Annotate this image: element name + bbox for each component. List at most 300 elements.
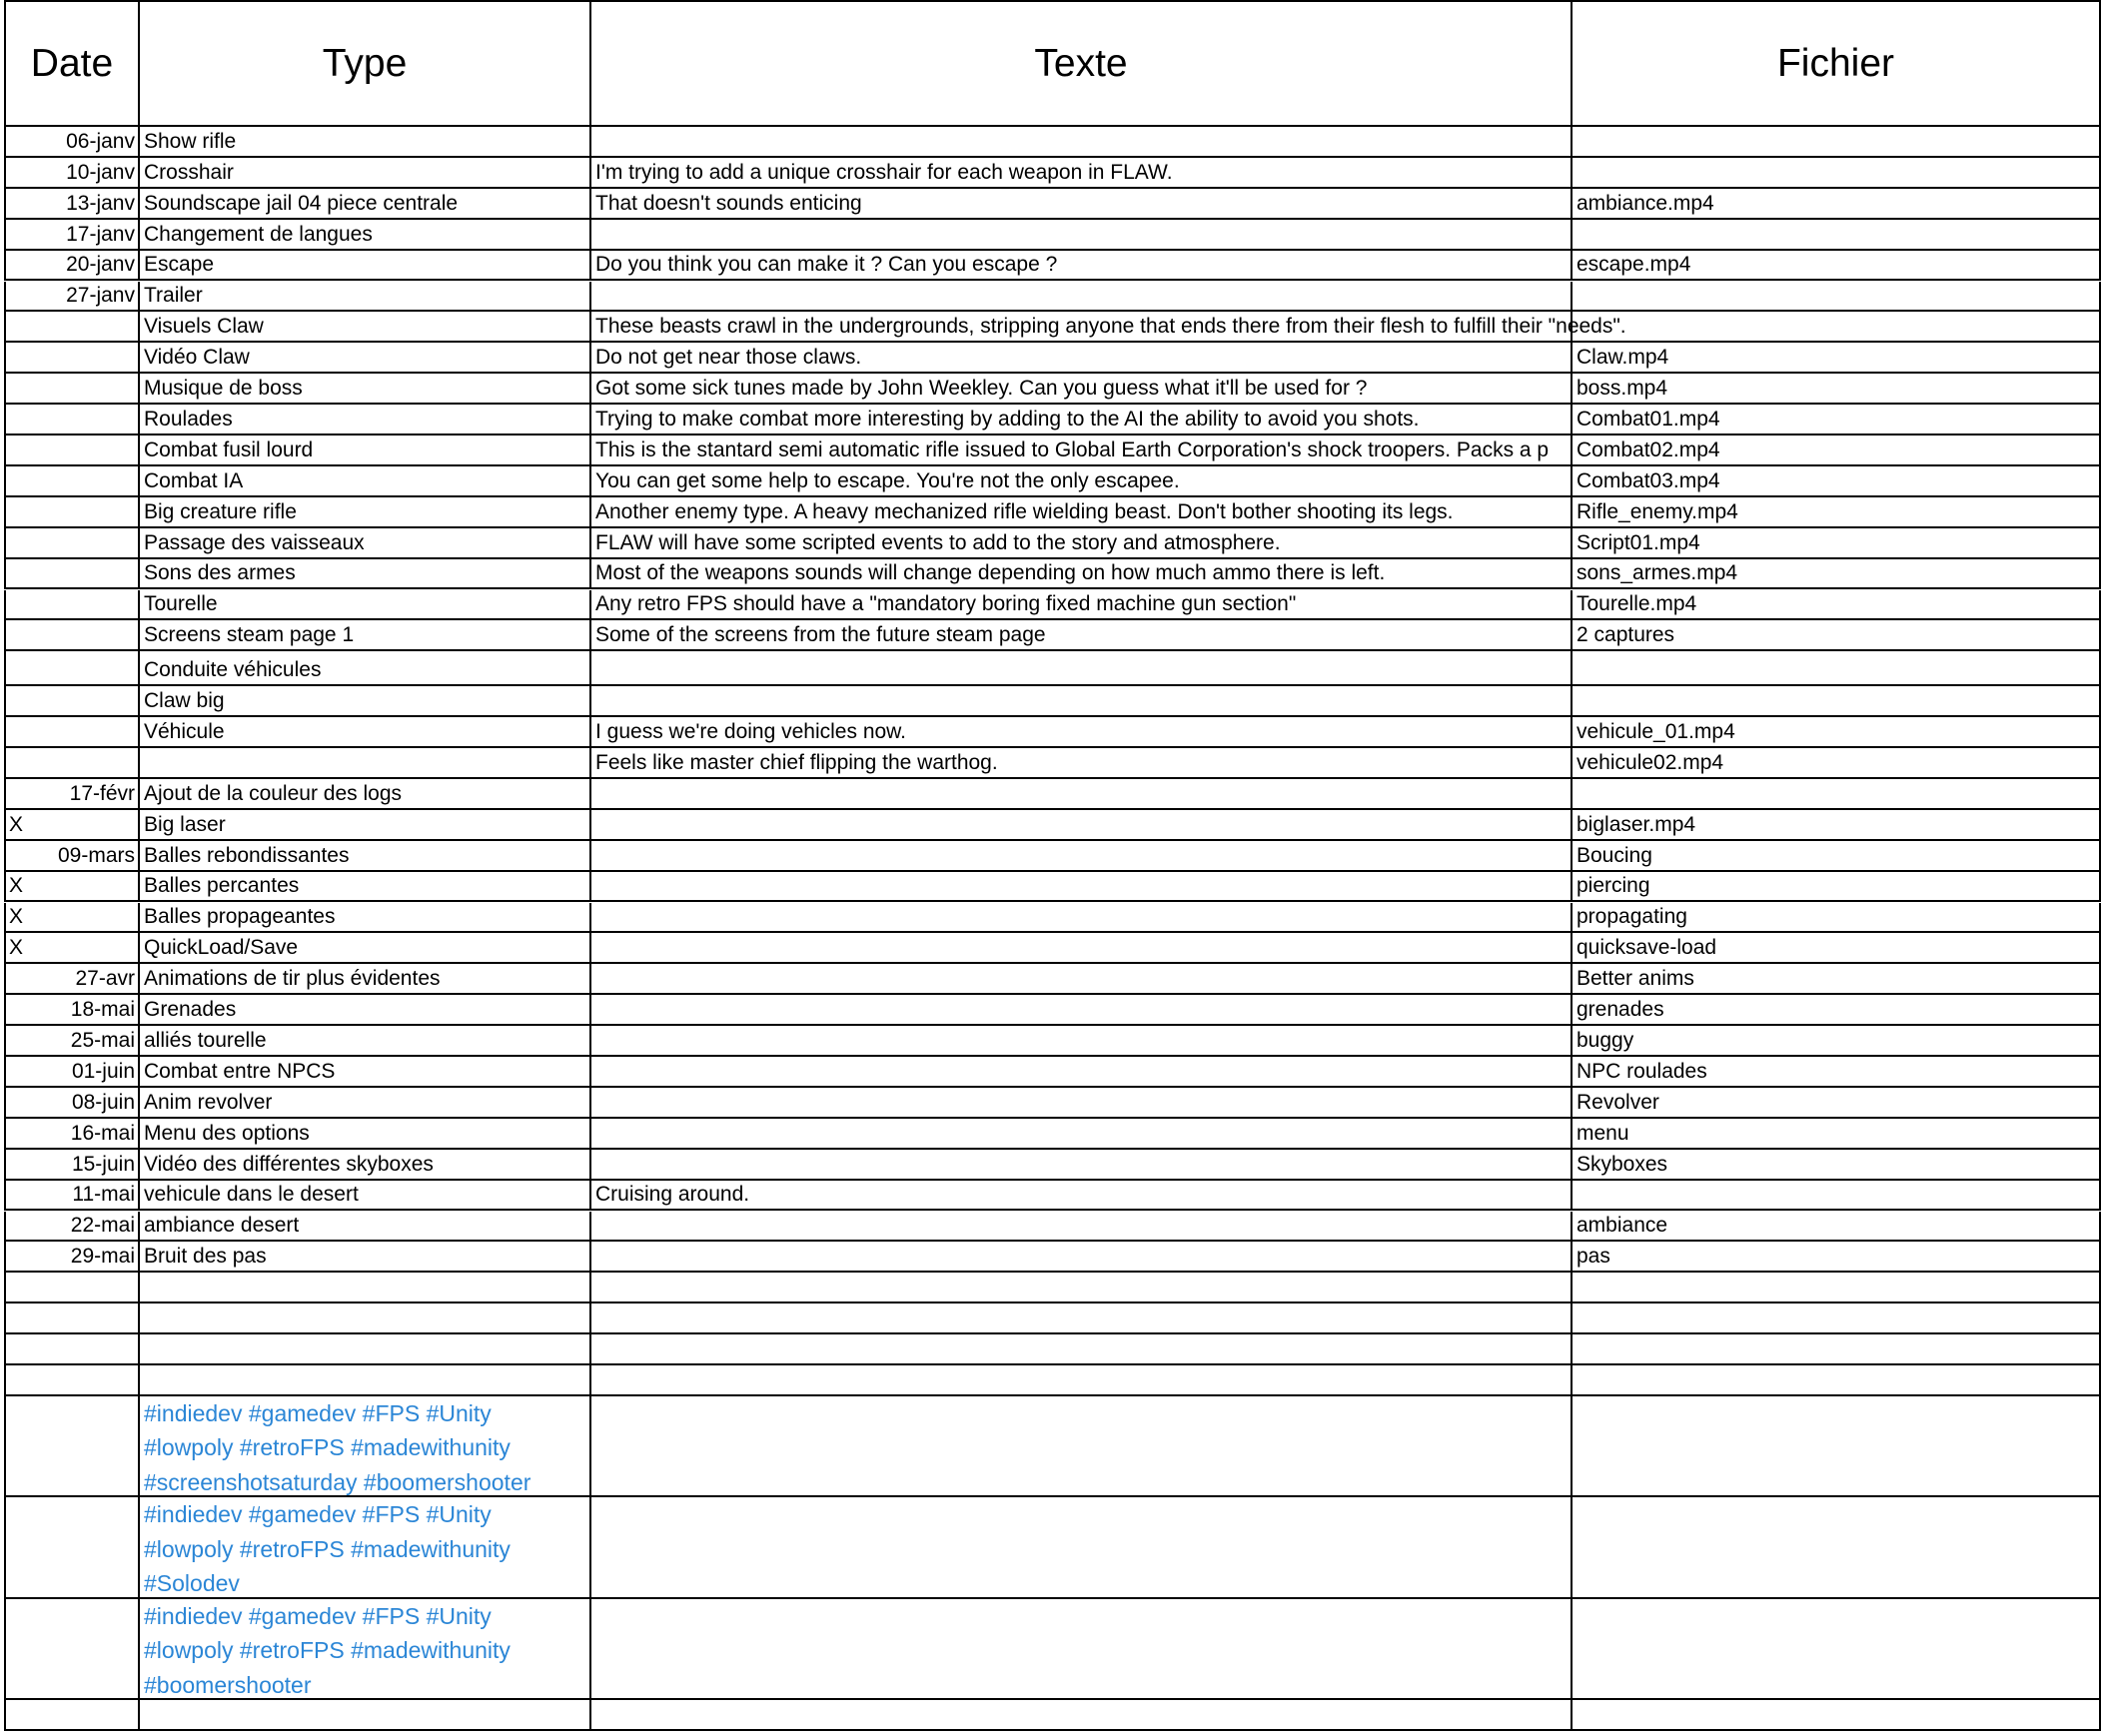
cell-texte[interactable] bbox=[591, 1334, 1573, 1363]
cell-fichier[interactable] bbox=[1573, 1212, 2101, 1241]
cell-texte-value: FLAW will have some scripted events to add to the story and atmosphere. bbox=[595, 530, 1281, 554]
cell-type-value: Anim revolver bbox=[144, 1090, 273, 1114]
cell-date[interactable] bbox=[4, 590, 140, 619]
cell-type-value: alliés tourelle bbox=[144, 1028, 267, 1052]
cell-date[interactable] bbox=[4, 995, 140, 1024]
cell-date[interactable] bbox=[4, 1150, 140, 1179]
cell-fichier[interactable] bbox=[1573, 1057, 2101, 1086]
cell-fichier[interactable] bbox=[1573, 189, 2101, 218]
cell-type-value: ambiance desert bbox=[144, 1214, 300, 1238]
cell-fichier[interactable] bbox=[1573, 748, 2101, 777]
hashtag-row bbox=[4, 1396, 2101, 1498]
cell-date-value: 29-mai bbox=[70, 1245, 135, 1269]
cell-type-value: Crosshair bbox=[144, 160, 234, 184]
cell-date[interactable] bbox=[4, 620, 140, 649]
cell-fichier-value: vehicule02.mp4 bbox=[1576, 750, 1724, 774]
cell-type[interactable] bbox=[140, 779, 591, 808]
cell-hashtags[interactable] bbox=[140, 1396, 591, 1496]
cell-texte[interactable] bbox=[591, 1026, 1573, 1055]
cell-type[interactable] bbox=[140, 872, 591, 901]
cell-type[interactable] bbox=[140, 528, 591, 557]
cell-texte[interactable] bbox=[591, 497, 1573, 526]
table-row bbox=[4, 841, 2101, 872]
cell-type[interactable] bbox=[140, 497, 591, 526]
table-row bbox=[4, 374, 2101, 405]
cell-date[interactable] bbox=[4, 497, 140, 526]
cell-type[interactable] bbox=[140, 1365, 591, 1394]
cell-fichier[interactable] bbox=[1573, 995, 2101, 1024]
cell-fichier[interactable] bbox=[1573, 374, 2101, 403]
cell-texte[interactable] bbox=[591, 686, 1573, 715]
cell-texte[interactable] bbox=[591, 1242, 1573, 1271]
cell-texte[interactable] bbox=[591, 1497, 1573, 1597]
table-row bbox=[4, 1242, 2101, 1273]
cell-type[interactable] bbox=[140, 1242, 591, 1271]
cell-fichier-value: Combat03.mp4 bbox=[1576, 468, 1720, 492]
cell-fichier-value: propagating bbox=[1576, 905, 1687, 929]
cell-type[interactable] bbox=[140, 1181, 591, 1210]
cell-date-value: 18-mai bbox=[70, 998, 135, 1022]
cell-date[interactable] bbox=[4, 872, 140, 901]
table-row bbox=[4, 251, 2101, 282]
cell-texte[interactable] bbox=[591, 343, 1573, 372]
cell-texte[interactable] bbox=[591, 933, 1573, 962]
cell-texte[interactable] bbox=[591, 528, 1573, 557]
cell-type-value: Bruit des pas bbox=[144, 1245, 267, 1269]
cell-date[interactable] bbox=[4, 1365, 140, 1394]
table-row bbox=[4, 590, 2101, 621]
cell-type-value: Véhicule bbox=[144, 719, 225, 743]
cell-date[interactable] bbox=[4, 1497, 140, 1597]
cell-texte[interactable] bbox=[591, 1119, 1573, 1148]
table-row bbox=[4, 620, 2101, 651]
cell-date[interactable] bbox=[4, 559, 140, 588]
cell-fichier[interactable] bbox=[1573, 1273, 2101, 1302]
cell-fichier[interactable] bbox=[1573, 779, 2101, 808]
cell-type[interactable] bbox=[140, 1026, 591, 1055]
table-row bbox=[4, 220, 2101, 251]
cell-texte[interactable] bbox=[591, 1303, 1573, 1332]
cell-texte[interactable] bbox=[591, 1700, 1573, 1729]
table-row bbox=[4, 528, 2101, 559]
cell-type-value: Combat fusil lourd bbox=[144, 437, 314, 461]
cell-date-value: X bbox=[9, 936, 24, 960]
cell-type-value: Escape bbox=[144, 253, 215, 277]
cell-fichier[interactable] bbox=[1573, 343, 2101, 372]
table-row bbox=[4, 343, 2101, 374]
cell-date[interactable] bbox=[4, 1303, 140, 1332]
cell-type[interactable] bbox=[140, 435, 591, 464]
cell-fichier[interactable] bbox=[1573, 651, 2101, 684]
cell-date[interactable] bbox=[4, 405, 140, 434]
header-type[interactable]: Type bbox=[140, 2, 591, 125]
cell-texte[interactable] bbox=[591, 964, 1573, 993]
cell-type[interactable] bbox=[140, 189, 591, 218]
cell-type[interactable] bbox=[140, 841, 591, 870]
cell-date[interactable] bbox=[4, 841, 140, 870]
cell-date[interactable] bbox=[4, 651, 140, 684]
cell-type-value: QuickLoad/Save bbox=[144, 936, 299, 960]
cell-date[interactable] bbox=[4, 1396, 140, 1496]
cell-texte[interactable] bbox=[591, 717, 1573, 746]
cell-type[interactable] bbox=[140, 1119, 591, 1148]
cell-hashtags[interactable] bbox=[140, 1599, 591, 1699]
cell-type-value: Vidéo Claw bbox=[144, 346, 250, 370]
cell-fichier[interactable] bbox=[1573, 1396, 2101, 1496]
cell-fichier[interactable] bbox=[1573, 1700, 2101, 1729]
cell-type-value: Balles percantes bbox=[144, 874, 300, 898]
cell-fichier-value: buggy bbox=[1576, 1028, 1634, 1052]
cell-date[interactable] bbox=[4, 1088, 140, 1117]
cell-fichier[interactable] bbox=[1573, 559, 2101, 588]
cell-date[interactable] bbox=[4, 189, 140, 218]
cell-texte[interactable] bbox=[591, 1599, 1573, 1699]
cell-texte[interactable] bbox=[591, 559, 1573, 588]
cell-fichier[interactable] bbox=[1573, 528, 2101, 557]
cell-date[interactable] bbox=[4, 903, 140, 932]
cell-date[interactable] bbox=[4, 528, 140, 557]
cell-type[interactable] bbox=[140, 374, 591, 403]
cell-fichier[interactable] bbox=[1573, 903, 2101, 932]
cell-date-value: 16-mai bbox=[70, 1121, 135, 1145]
cell-type-value: Visuels Claw bbox=[144, 315, 264, 339]
cell-texte[interactable] bbox=[591, 841, 1573, 870]
cell-date-value: 06-janv bbox=[66, 129, 135, 153]
cell-date-value: 11-mai bbox=[72, 1183, 135, 1207]
cell-date[interactable] bbox=[4, 964, 140, 993]
cell-fichier-value: Revolver bbox=[1576, 1090, 1659, 1114]
cell-fichier[interactable] bbox=[1573, 1242, 2101, 1271]
cell-texte[interactable] bbox=[591, 251, 1573, 280]
cell-texte[interactable] bbox=[591, 189, 1573, 218]
cell-texte[interactable] bbox=[591, 220, 1573, 249]
cell-fichier-value: quicksave-load bbox=[1576, 936, 1717, 960]
cell-type-value: Soundscape jail 04 piece centrale bbox=[144, 191, 459, 215]
cell-date-value: 10-janv bbox=[66, 160, 135, 184]
cell-date[interactable] bbox=[4, 435, 140, 464]
cell-fichier[interactable] bbox=[1573, 1026, 2101, 1055]
cell-fichier[interactable] bbox=[1573, 841, 2101, 870]
table-row bbox=[4, 435, 2101, 466]
cell-type-value: Menu des options bbox=[144, 1121, 310, 1145]
cell-type[interactable] bbox=[140, 590, 591, 619]
cell-fichier-value: ambiance.mp4 bbox=[1576, 191, 1714, 215]
table-row bbox=[4, 1026, 2101, 1057]
cell-texte[interactable] bbox=[591, 903, 1573, 932]
cell-type[interactable] bbox=[140, 220, 591, 249]
cell-type[interactable] bbox=[140, 1057, 591, 1086]
cell-fichier-value: boss.mp4 bbox=[1576, 377, 1668, 401]
cell-texte[interactable] bbox=[591, 1365, 1573, 1394]
cell-type[interactable] bbox=[140, 717, 591, 746]
cell-type[interactable] bbox=[140, 1303, 591, 1332]
cell-type[interactable] bbox=[140, 933, 591, 962]
cell-type-value: Sons des armes bbox=[144, 561, 296, 585]
table-row bbox=[4, 312, 2101, 343]
cell-date-value: X bbox=[9, 812, 24, 836]
cell-date-value: X bbox=[9, 905, 24, 929]
cell-fichier[interactable] bbox=[1573, 1497, 2101, 1597]
cell-type-value: Combat entre NPCS bbox=[144, 1059, 336, 1083]
cell-fichier[interactable] bbox=[1573, 1088, 2101, 1117]
cell-type[interactable] bbox=[140, 1700, 591, 1729]
cell-fichier-value: 2 captures bbox=[1576, 623, 1675, 647]
cell-date-value: 17-janv bbox=[66, 222, 135, 246]
cell-fichier-value: Script01.mp4 bbox=[1576, 530, 1700, 554]
cell-fichier-value: vehicule_01.mp4 bbox=[1576, 719, 1735, 743]
hashtag-line: #lowpoly #retroFPS #madewithunity bbox=[144, 1434, 511, 1461]
cell-type-value: Passage des vaisseaux bbox=[144, 530, 365, 554]
cell-texte-value: Trying to make combat more interesting by adding to the AI the ability to avoid you shots. bbox=[595, 407, 1420, 431]
cell-fichier[interactable] bbox=[1573, 127, 2101, 156]
table-row bbox=[4, 1181, 2101, 1212]
cell-date[interactable] bbox=[4, 1242, 140, 1271]
cell-texte-value: Another enemy type. A heavy mechanized rifle wielding beast. Don't bother shooting its legs. bbox=[595, 499, 1454, 523]
cell-date-value: 01-juin bbox=[71, 1059, 135, 1083]
cell-date[interactable] bbox=[4, 127, 140, 156]
cell-texte[interactable] bbox=[591, 1150, 1573, 1179]
table-row bbox=[4, 405, 2101, 435]
header-texte[interactable]: Texte bbox=[591, 2, 1573, 125]
cell-fichier[interactable] bbox=[1573, 964, 2101, 993]
cell-texte[interactable] bbox=[591, 127, 1573, 156]
cell-fichier[interactable] bbox=[1573, 872, 2101, 901]
cell-fichier[interactable] bbox=[1573, 435, 2101, 464]
cell-type[interactable] bbox=[140, 405, 591, 434]
cell-type-value: Animations de tir plus évidentes bbox=[144, 967, 441, 991]
table-row bbox=[4, 995, 2101, 1026]
cell-type[interactable] bbox=[140, 282, 591, 311]
cell-type[interactable] bbox=[140, 312, 591, 341]
cell-type-value: Big laser bbox=[144, 812, 226, 836]
cell-date[interactable] bbox=[4, 933, 140, 962]
cell-fichier[interactable] bbox=[1573, 220, 2101, 249]
cell-texte[interactable] bbox=[591, 810, 1573, 839]
cell-date[interactable] bbox=[4, 466, 140, 495]
table-row bbox=[4, 1334, 2101, 1365]
cell-fichier[interactable] bbox=[1573, 1181, 2101, 1210]
cell-date[interactable] bbox=[4, 1334, 140, 1363]
cell-fichier[interactable] bbox=[1573, 497, 2101, 526]
cell-fichier-value: piercing bbox=[1576, 874, 1650, 898]
cell-type-value: Conduite véhicules bbox=[144, 658, 322, 682]
cell-type[interactable] bbox=[140, 127, 591, 156]
cell-fichier[interactable] bbox=[1573, 590, 2101, 619]
cell-texte[interactable] bbox=[591, 748, 1573, 777]
cell-fichier[interactable] bbox=[1573, 686, 2101, 715]
cell-texte[interactable] bbox=[591, 435, 1573, 464]
table-row bbox=[4, 158, 2101, 189]
hashtag-line: #lowpoly #retroFPS #madewithunity bbox=[144, 1637, 511, 1664]
cell-fichier[interactable] bbox=[1573, 1334, 2101, 1363]
cell-date-value: 27-avr bbox=[75, 967, 135, 991]
cell-date[interactable] bbox=[4, 717, 140, 746]
cell-texte[interactable] bbox=[591, 590, 1573, 619]
cell-texte-value: Do you think you can make it ? Can you escape ? bbox=[595, 253, 1058, 277]
cell-fichier[interactable] bbox=[1573, 158, 2101, 187]
cell-date[interactable] bbox=[4, 374, 140, 403]
table-row bbox=[4, 748, 2101, 779]
cell-type[interactable] bbox=[140, 1088, 591, 1117]
cell-fichier-value: biglaser.mp4 bbox=[1576, 812, 1696, 836]
cell-type-value: Trailer bbox=[144, 284, 203, 308]
cell-date[interactable] bbox=[4, 1212, 140, 1241]
cell-type[interactable] bbox=[140, 651, 591, 684]
hashtag-line: #indiedev #gamedev #FPS #Unity bbox=[144, 1501, 492, 1528]
cell-texte[interactable] bbox=[591, 779, 1573, 808]
cell-texte[interactable] bbox=[591, 872, 1573, 901]
cell-date[interactable] bbox=[4, 158, 140, 187]
cell-type-value: Big creature rifle bbox=[144, 499, 297, 523]
cell-type[interactable] bbox=[140, 686, 591, 715]
cell-texte[interactable] bbox=[591, 1396, 1573, 1496]
table-row bbox=[4, 1700, 2101, 1731]
cell-texte[interactable] bbox=[591, 651, 1573, 684]
cell-type[interactable] bbox=[140, 1334, 591, 1363]
cell-type[interactable] bbox=[140, 1212, 591, 1241]
cell-texte[interactable] bbox=[591, 282, 1573, 311]
cell-fichier-value: menu bbox=[1576, 1121, 1629, 1145]
cell-type[interactable] bbox=[140, 620, 591, 649]
cell-fichier[interactable] bbox=[1573, 405, 2101, 434]
cell-texte[interactable] bbox=[591, 405, 1573, 434]
cell-date[interactable] bbox=[4, 220, 140, 249]
cell-fichier[interactable] bbox=[1573, 810, 2101, 839]
cell-date[interactable] bbox=[4, 1181, 140, 1210]
cell-date[interactable] bbox=[4, 1119, 140, 1148]
cell-fichier-value: ambiance bbox=[1576, 1214, 1668, 1238]
table-row bbox=[4, 903, 2101, 934]
table-row bbox=[4, 686, 2101, 717]
cell-type[interactable] bbox=[140, 903, 591, 932]
cell-type[interactable] bbox=[140, 810, 591, 839]
cell-fichier[interactable] bbox=[1573, 466, 2101, 495]
cell-texte[interactable] bbox=[591, 466, 1573, 495]
cell-type-value: Vidéo des différentes skyboxes bbox=[144, 1152, 434, 1176]
cell-fichier-value: sons_armes.mp4 bbox=[1576, 561, 1738, 585]
table-row bbox=[4, 189, 2101, 220]
table-row bbox=[4, 1212, 2101, 1243]
cell-type[interactable] bbox=[140, 559, 591, 588]
cell-date[interactable] bbox=[4, 686, 140, 715]
cell-type[interactable] bbox=[140, 251, 591, 280]
cell-texte[interactable] bbox=[591, 1088, 1573, 1117]
cell-texte[interactable] bbox=[591, 1273, 1573, 1302]
cell-fichier-value: NPC roulades bbox=[1576, 1059, 1707, 1083]
cell-date[interactable] bbox=[4, 282, 140, 311]
cell-date[interactable] bbox=[4, 343, 140, 372]
cell-date[interactable] bbox=[4, 779, 140, 808]
cell-date-value: 20-janv bbox=[66, 253, 135, 277]
cell-texte[interactable] bbox=[591, 374, 1573, 403]
cell-fichier[interactable] bbox=[1573, 1303, 2101, 1332]
cell-fichier[interactable] bbox=[1573, 1150, 2101, 1179]
cell-type-value: Roulades bbox=[144, 407, 233, 431]
cell-date[interactable] bbox=[4, 748, 140, 777]
cell-fichier[interactable] bbox=[1573, 282, 2101, 311]
cell-fichier[interactable] bbox=[1573, 717, 2101, 746]
cell-texte[interactable] bbox=[591, 312, 1626, 341]
cell-fichier-value: Better anims bbox=[1576, 967, 1694, 991]
table-row bbox=[4, 651, 2101, 686]
table-row bbox=[4, 810, 2101, 841]
header-date[interactable]: Date bbox=[4, 2, 140, 125]
cell-type-value: Musique de boss bbox=[144, 377, 303, 401]
cell-fichier[interactable] bbox=[1573, 312, 2101, 341]
cell-type-value: Combat IA bbox=[144, 468, 244, 492]
table-row bbox=[4, 779, 2101, 810]
cell-type[interactable] bbox=[140, 1273, 591, 1302]
cell-fichier-value: grenades bbox=[1576, 998, 1664, 1022]
cell-texte[interactable] bbox=[591, 158, 1573, 187]
cell-type[interactable] bbox=[140, 1150, 591, 1179]
cell-fichier-value: Tourelle.mp4 bbox=[1576, 592, 1697, 616]
cell-date[interactable] bbox=[4, 1700, 140, 1729]
cell-date[interactable] bbox=[4, 1026, 140, 1055]
cell-type[interactable] bbox=[140, 158, 591, 187]
cell-texte[interactable] bbox=[591, 620, 1573, 649]
cell-type-value: Show rifle bbox=[144, 129, 237, 153]
cell-date[interactable] bbox=[4, 810, 140, 839]
cell-fichier[interactable] bbox=[1573, 251, 2101, 280]
cell-texte-value: Got some sick tunes made by John Weekley. Can you guess what it'll be used for ? bbox=[595, 377, 1368, 401]
table-row bbox=[4, 127, 2101, 158]
cell-texte[interactable] bbox=[591, 1181, 1573, 1210]
cell-texte-value: Some of the screens from the future steam page bbox=[595, 623, 1046, 647]
cell-fichier[interactable] bbox=[1573, 1599, 2101, 1699]
cell-fichier-value: Boucing bbox=[1576, 843, 1652, 867]
cell-date[interactable] bbox=[4, 1273, 140, 1302]
cell-date-value: 22-mai bbox=[70, 1214, 135, 1238]
cell-texte[interactable] bbox=[591, 1057, 1573, 1086]
cell-date[interactable] bbox=[4, 1599, 140, 1699]
cell-fichier[interactable] bbox=[1573, 620, 2101, 649]
cell-type-value: Changement de langues bbox=[144, 222, 373, 246]
cell-fichier[interactable] bbox=[1573, 1365, 2101, 1394]
cell-type[interactable] bbox=[140, 995, 591, 1024]
cell-type-value: Ajout de la couleur des logs bbox=[144, 781, 402, 805]
cell-date[interactable] bbox=[4, 251, 140, 280]
cell-type-value: Claw big bbox=[144, 689, 225, 713]
cell-fichier[interactable] bbox=[1573, 1119, 2101, 1148]
cell-texte-value: Most of the weapons sounds will change depending on how much ammo there is left. bbox=[595, 561, 1386, 585]
cell-type[interactable] bbox=[140, 748, 591, 777]
cell-texte-value: I guess we're doing vehicles now. bbox=[595, 719, 907, 743]
cell-type-value: Balles rebondissantes bbox=[144, 843, 350, 867]
cell-fichier[interactable] bbox=[1573, 933, 2101, 962]
cell-texte[interactable] bbox=[591, 1212, 1573, 1241]
cell-type[interactable] bbox=[140, 964, 591, 993]
cell-date-value: 17-févr bbox=[69, 781, 135, 805]
table-row bbox=[4, 1119, 2101, 1150]
cell-texte[interactable] bbox=[591, 995, 1573, 1024]
cell-texte-value: You can get some help to escape. You're not the only escapee. bbox=[595, 468, 1180, 492]
cell-date[interactable] bbox=[4, 312, 140, 341]
cell-texte-value: Cruising around. bbox=[595, 1183, 750, 1207]
cell-type[interactable] bbox=[140, 466, 591, 495]
header-fichier[interactable]: Fichier bbox=[1573, 2, 2101, 125]
table-row bbox=[4, 1303, 2101, 1334]
cell-type-value: Tourelle bbox=[144, 592, 218, 616]
cell-texte-value: This is the stantard semi automatic rifle issued to Global Earth Corporation's shock troopers. Packs a p bbox=[595, 437, 1550, 461]
cell-date[interactable] bbox=[4, 1057, 140, 1086]
cell-hashtags[interactable] bbox=[140, 1497, 591, 1597]
hashtag-row bbox=[4, 1599, 2101, 1701]
header-row bbox=[4, 0, 2101, 127]
cell-type[interactable] bbox=[140, 343, 591, 372]
cell-fichier-value: Skyboxes bbox=[1576, 1152, 1668, 1176]
table-row bbox=[4, 1365, 2101, 1396]
